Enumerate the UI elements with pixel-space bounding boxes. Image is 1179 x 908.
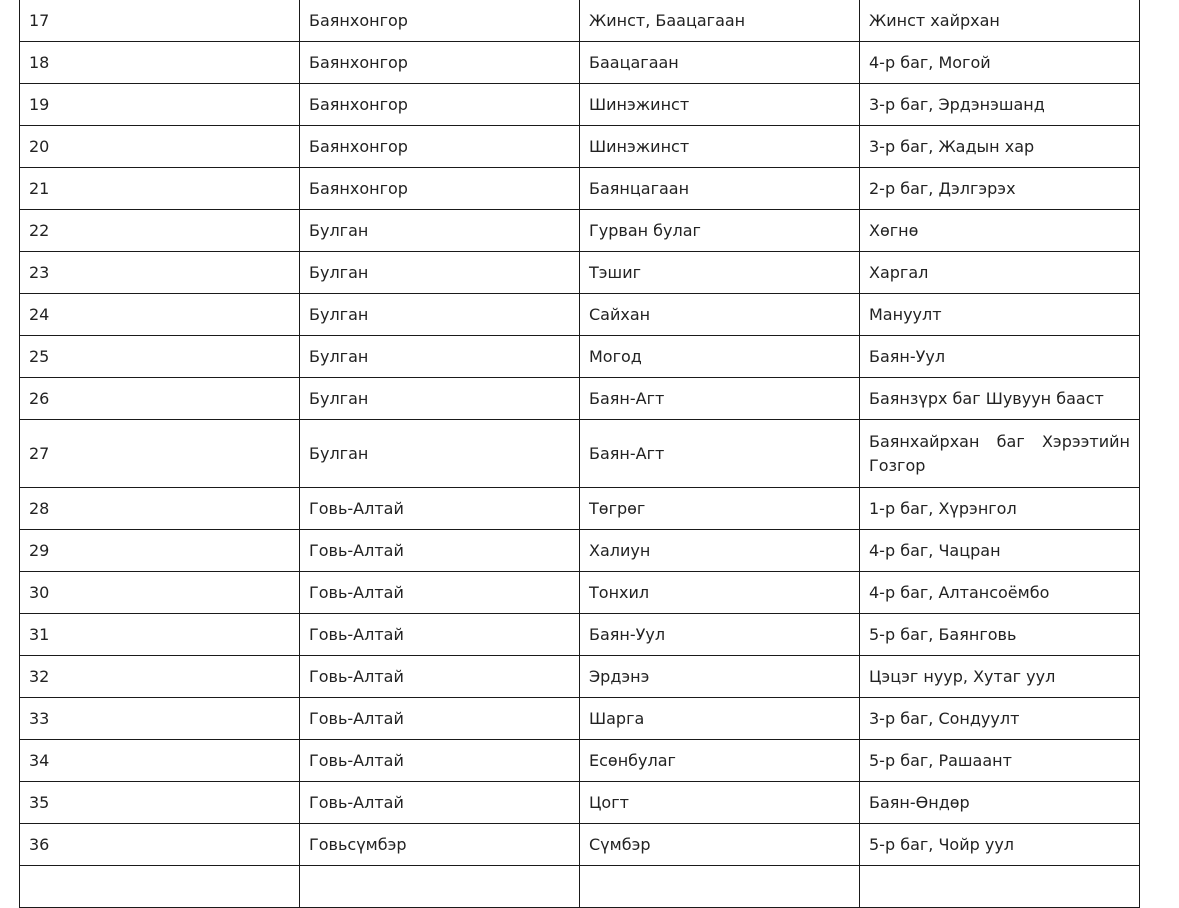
cell-place: Мануулт: [860, 294, 1140, 336]
cell-sum: Жинст, Баацагаан: [580, 0, 860, 42]
table-row: [20, 698, 1140, 740]
table-row: [20, 126, 1140, 168]
cell-sum: [580, 866, 860, 908]
cell-place: Хөгнө: [860, 210, 1140, 252]
cell-place: 5-р баг, Баянговь: [860, 614, 1140, 656]
cell-number: 36: [20, 824, 300, 866]
cell-place: Цэцэг нуур, Хутаг уул: [860, 656, 1140, 698]
table-body: [20, 0, 1140, 908]
cell-aimag: Говьсүмбэр: [300, 824, 580, 866]
cell-aimag: Говь-Алтай: [300, 572, 580, 614]
cell-place: Баянзүрх баг Шувуун бааст: [860, 378, 1140, 420]
cell-number: 28: [20, 488, 300, 530]
cell-aimag: Баянхонгор: [300, 126, 580, 168]
cell-place: [860, 866, 1140, 908]
cell-aimag: Говь-Алтай: [300, 530, 580, 572]
table-row: [20, 866, 1140, 908]
table-row: [20, 782, 1140, 824]
cell-number: 20: [20, 126, 300, 168]
cell-sum: Сайхан: [580, 294, 860, 336]
cell-sum: Тэшиг: [580, 252, 860, 294]
cell-aimag: Говь-Алтай: [300, 656, 580, 698]
cell-aimag: Булган: [300, 294, 580, 336]
cell-number: 29: [20, 530, 300, 572]
cell-place: 4-р баг, Могой: [860, 42, 1140, 84]
cell-number: 32: [20, 656, 300, 698]
table-row: [20, 84, 1140, 126]
table-row: [20, 336, 1140, 378]
cell-place: 4-р баг, Чацран: [860, 530, 1140, 572]
cell-aimag: Говь-Алтай: [300, 740, 580, 782]
table-row: [20, 168, 1140, 210]
cell-aimag: Булган: [300, 252, 580, 294]
cell-number: 21: [20, 168, 300, 210]
cell-place: 5-р баг, Чойр уул: [860, 824, 1140, 866]
table-container: [19, 0, 1139, 908]
cell-place: Харгал: [860, 252, 1140, 294]
cell-place: 4-р баг, Алтансоёмбо: [860, 572, 1140, 614]
cell-place: Баянхайрхан баг Хэрээтийн Гозгор: [860, 420, 1140, 488]
cell-number: 17: [20, 0, 300, 42]
cell-sum: Сүмбэр: [580, 824, 860, 866]
table-row: [20, 210, 1140, 252]
cell-aimag: Говь-Алтай: [300, 698, 580, 740]
cell-number: 30: [20, 572, 300, 614]
cell-place: 3-р баг, Жадын хар: [860, 126, 1140, 168]
cell-sum: Есөнбулаг: [580, 740, 860, 782]
cell-number: 33: [20, 698, 300, 740]
table-row: [20, 824, 1140, 866]
table-row: [20, 614, 1140, 656]
cell-sum: Шинэжинст: [580, 84, 860, 126]
cell-number: 19: [20, 84, 300, 126]
cell-place: 3-р баг, Эрдэнэшанд: [860, 84, 1140, 126]
cell-number: 25: [20, 336, 300, 378]
cell-number: 31: [20, 614, 300, 656]
cell-place: 1-р баг, Хүрэнгол: [860, 488, 1140, 530]
cell-aimag: [300, 866, 580, 908]
cell-sum: Баян-Уул: [580, 614, 860, 656]
cell-aimag: Говь-Алтай: [300, 782, 580, 824]
cell-aimag: Булган: [300, 336, 580, 378]
table-row: [20, 656, 1140, 698]
table-row: [20, 740, 1140, 782]
table-row: [20, 294, 1140, 336]
cell-place: Баян-Өндөр: [860, 782, 1140, 824]
cell-number: 26: [20, 378, 300, 420]
cell-number: 27: [20, 420, 300, 488]
cell-aimag: Баянхонгор: [300, 42, 580, 84]
cell-aimag: Булган: [300, 420, 580, 488]
table-row: [20, 252, 1140, 294]
cell-aimag: Говь-Алтай: [300, 614, 580, 656]
cell-aimag: Булган: [300, 378, 580, 420]
cell-number: 22: [20, 210, 300, 252]
cell-aimag: Баянхонгор: [300, 84, 580, 126]
cell-place: 5-р баг, Рашаант: [860, 740, 1140, 782]
cell-place: Жинст хайрхан: [860, 0, 1140, 42]
cell-sum: Гурван булаг: [580, 210, 860, 252]
cell-sum: Шарга: [580, 698, 860, 740]
table-row: [20, 572, 1140, 614]
cell-sum: Баацагаан: [580, 42, 860, 84]
cell-number: [20, 866, 300, 908]
cell-number: 34: [20, 740, 300, 782]
cell-sum: Цогт: [580, 782, 860, 824]
cell-sum: Баян-Агт: [580, 378, 860, 420]
table-row: [20, 530, 1140, 572]
cell-aimag: Баянхонгор: [300, 0, 580, 42]
cell-number: 18: [20, 42, 300, 84]
cell-sum: Шинэжинст: [580, 126, 860, 168]
cell-sum: Баян-Агт: [580, 420, 860, 488]
cell-sum: Могод: [580, 336, 860, 378]
cell-number: 23: [20, 252, 300, 294]
cell-sum: Төгрөг: [580, 488, 860, 530]
table-row: [20, 488, 1140, 530]
cell-number: 35: [20, 782, 300, 824]
cell-number: 24: [20, 294, 300, 336]
table-row: [20, 420, 1140, 488]
cell-place: Баян-Уул: [860, 336, 1140, 378]
cell-aimag: Булган: [300, 210, 580, 252]
cell-sum: Эрдэнэ: [580, 656, 860, 698]
table-row: [20, 0, 1140, 42]
cell-sum: Тонхил: [580, 572, 860, 614]
cell-aimag: Говь-Алтай: [300, 488, 580, 530]
cell-sum: Баянцагаан: [580, 168, 860, 210]
table-row: [20, 378, 1140, 420]
cell-aimag: Баянхонгор: [300, 168, 580, 210]
table-row: [20, 42, 1140, 84]
cell-sum: Халиун: [580, 530, 860, 572]
locations-table: [19, 0, 1140, 908]
cell-place: 3-р баг, Сондуулт: [860, 698, 1140, 740]
cell-place: 2-р баг, Дэлгэрэх: [860, 168, 1140, 210]
